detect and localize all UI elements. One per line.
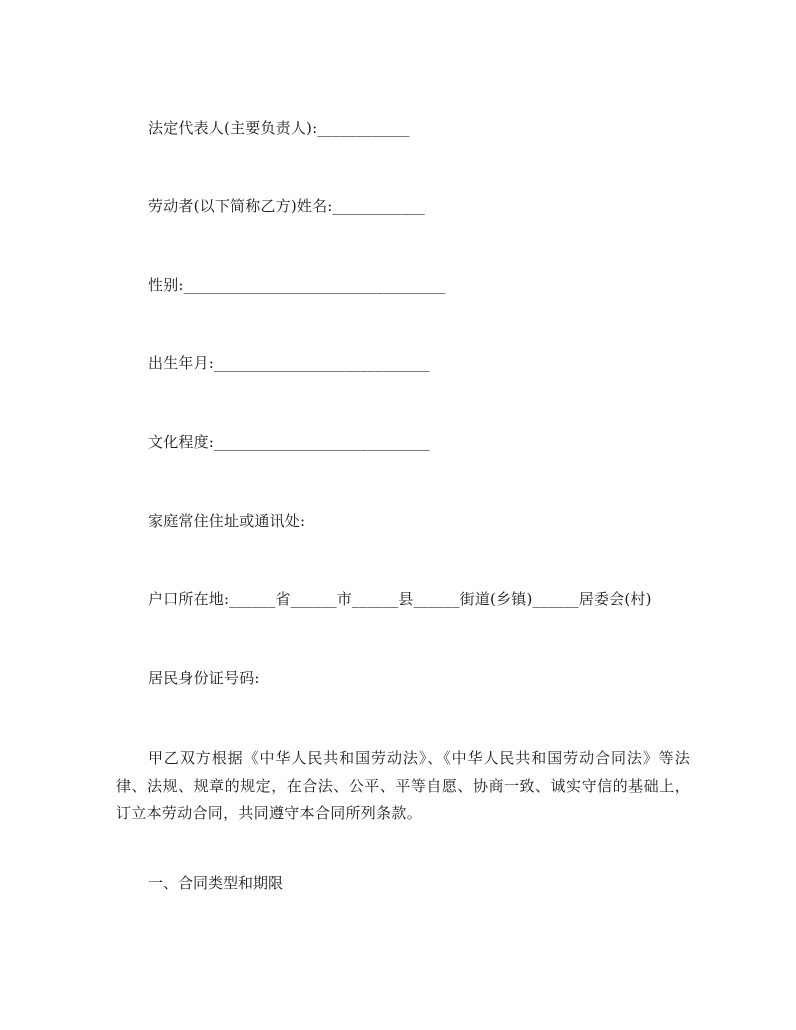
section-heading-contract-type: 一、合同类型和期限: [148, 874, 284, 892]
birth-date-field: 出生年月:____________________________: [148, 354, 430, 372]
contract-intro-paragraph: 甲乙双方根据《中华人民共和国劳动法》、《中华人民共和国劳动合同法》等法律、法规、规章的规定，在合法、公平、平等自愿、协商一致、诚实守信的基础上，订立本劳动合同，共同遵守本合同所列条款。: [116, 749, 690, 822]
worker-name-field: 劳动者(以下简称乙方)姓名:____________: [148, 197, 425, 215]
legal-representative-field: 法定代表人(主要负责人):____________: [148, 119, 410, 137]
education-field: 文化程度:____________________________: [148, 433, 430, 451]
address-field: 家庭常住住址或通讯处:: [148, 512, 306, 530]
household-registration-field: 户口所在地:______省______市______县______街道(乡镇)______居委会(村): [148, 590, 652, 608]
id-number-field: 居民身份证号码:: [148, 669, 260, 687]
gender-field: 性别:__________________________________: [148, 276, 446, 294]
